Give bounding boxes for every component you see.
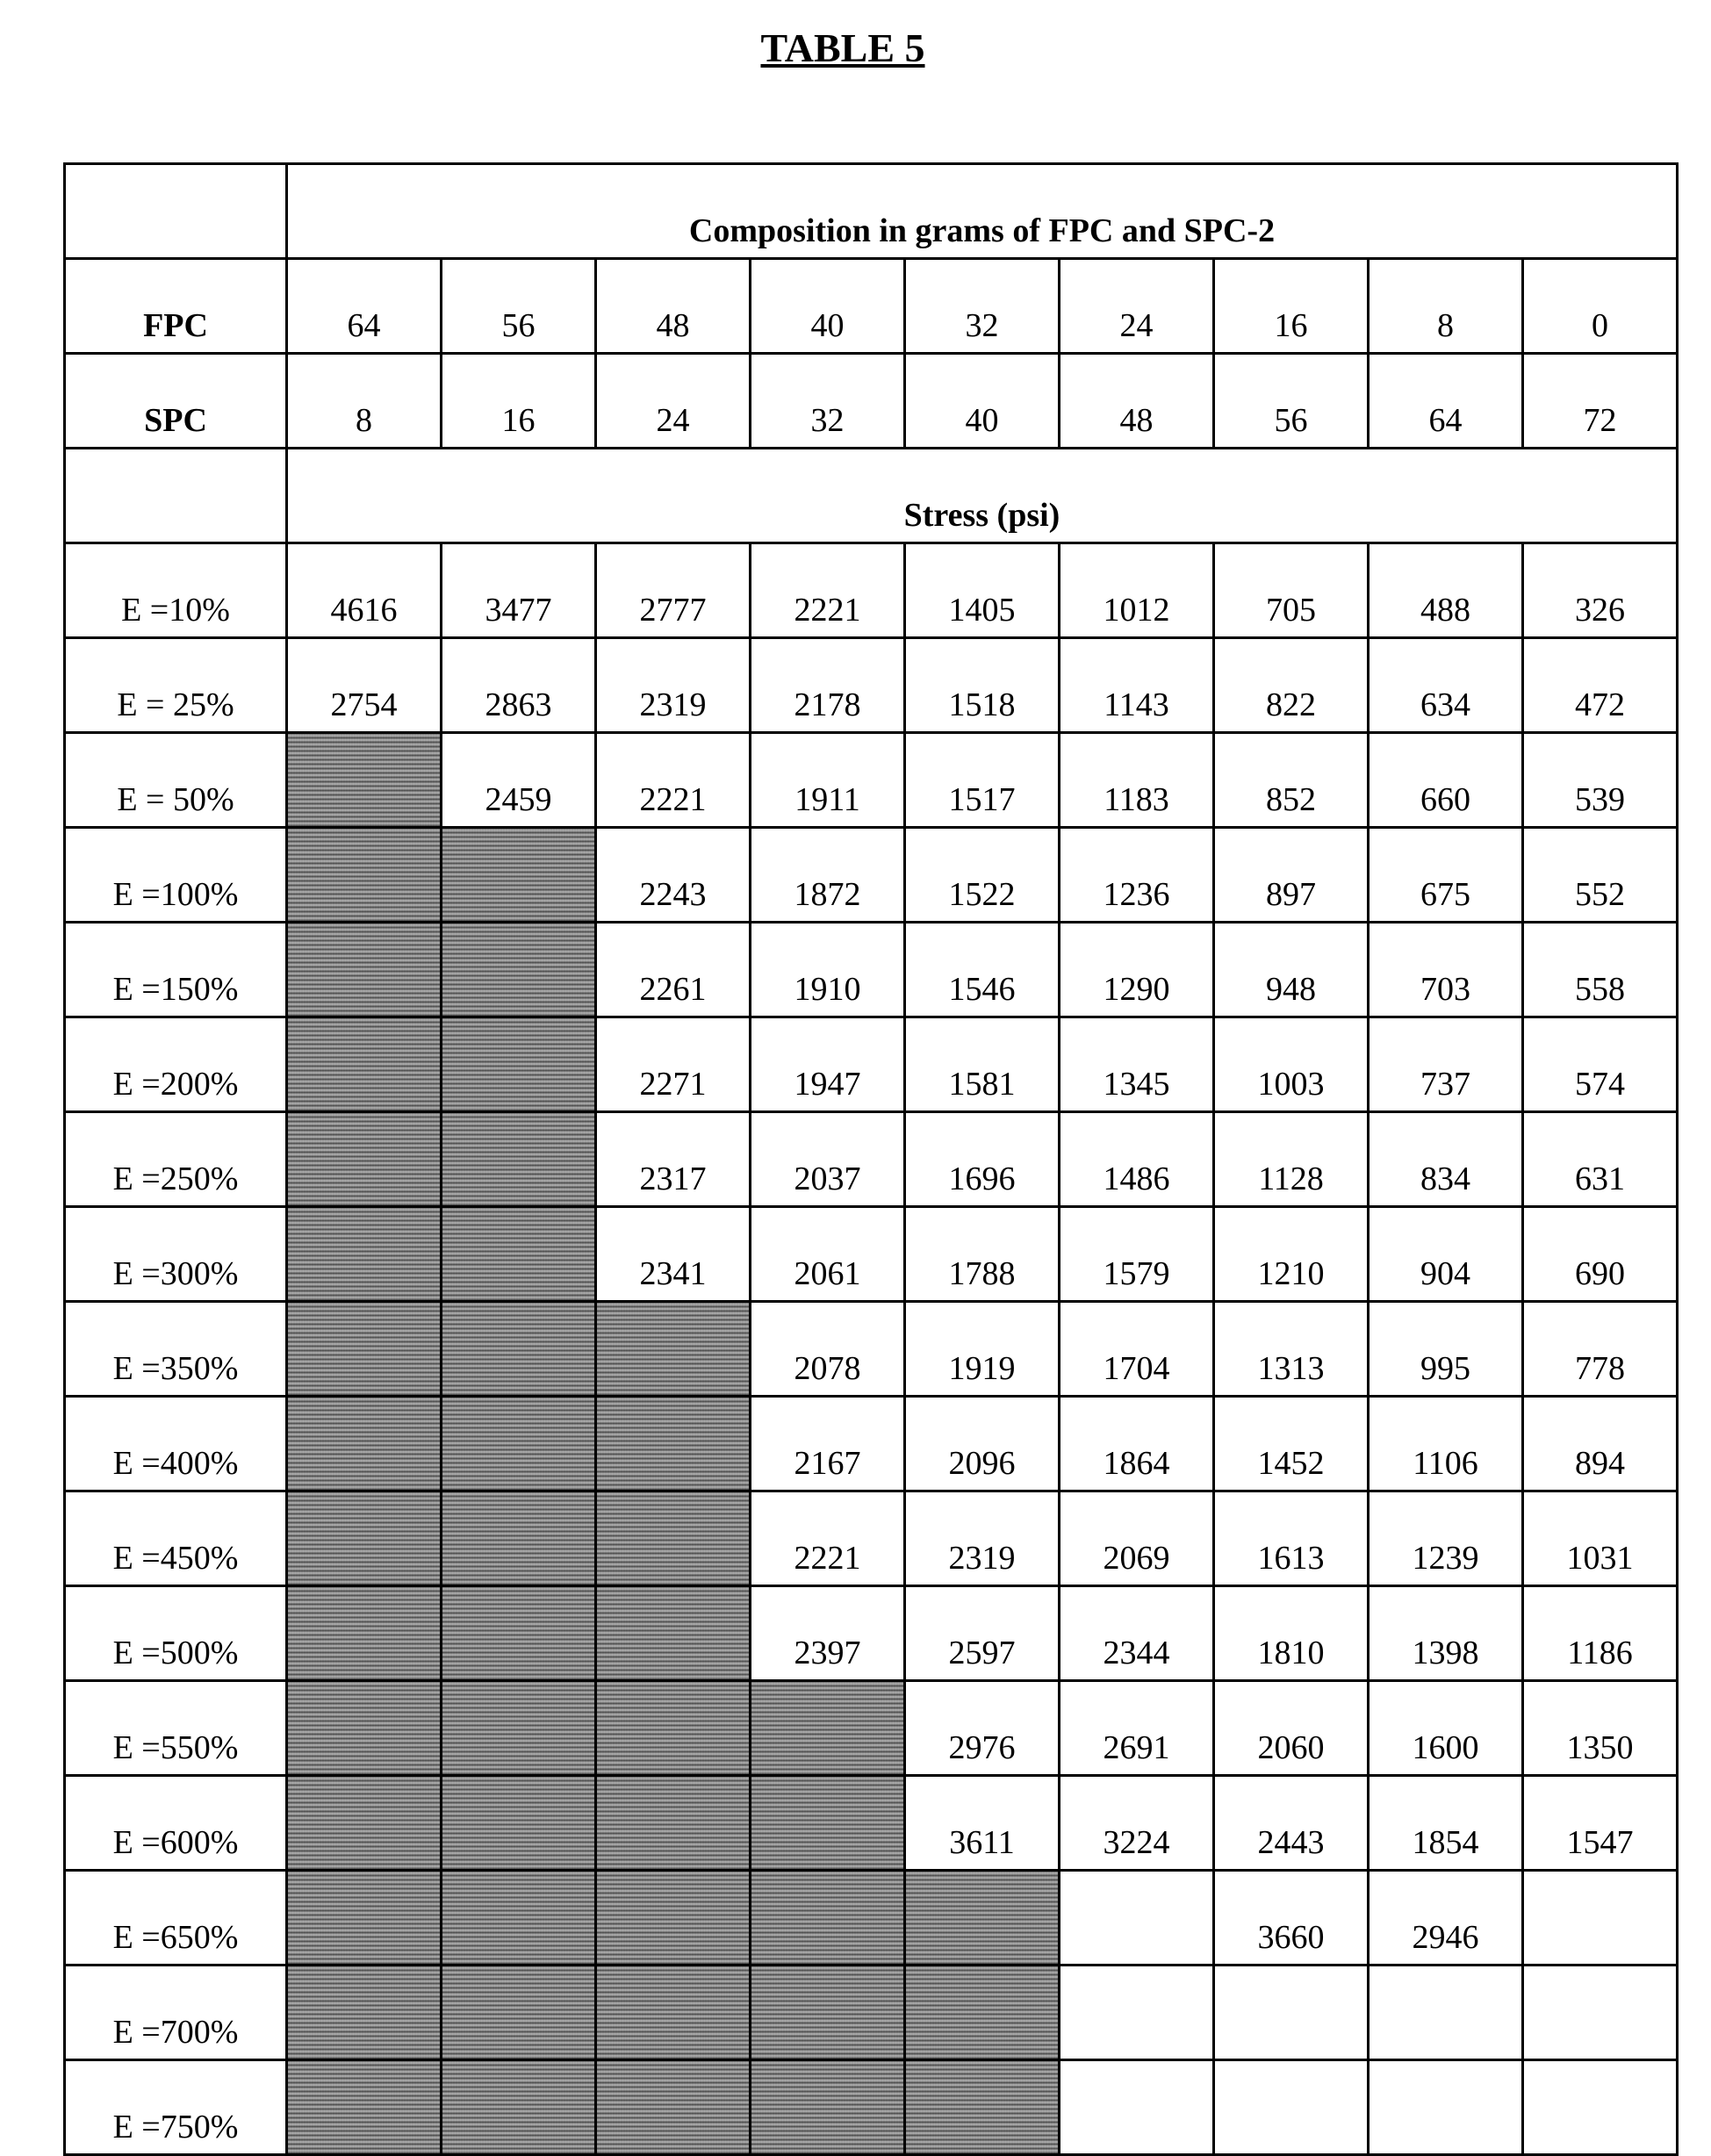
- shaded-cell: [442, 1871, 596, 1966]
- stress-value-cell: 1704: [1060, 1302, 1214, 1397]
- shaded-cell: [287, 1017, 442, 1112]
- stress-value-cell: 4616: [287, 543, 442, 638]
- stress-value-cell: [1060, 1871, 1214, 1966]
- stress-value-cell: 894: [1523, 1397, 1678, 1491]
- shaded-cell: [905, 2060, 1060, 2155]
- stress-value-cell: [1369, 1966, 1523, 2060]
- table-row: [65, 1112, 1678, 1207]
- table-row: [65, 733, 1678, 828]
- shaded-cell: [442, 1207, 596, 1302]
- stress-value-cell: 2344: [1060, 1586, 1214, 1681]
- elongation-label: E =200%: [65, 1017, 287, 1112]
- stress-value-cell: 1236: [1060, 828, 1214, 923]
- table-row: [65, 1871, 1678, 1966]
- elongation-label: E =100%: [65, 828, 287, 923]
- shaded-cell: [287, 1681, 442, 1776]
- stress-value-cell: 1810: [1214, 1586, 1369, 1681]
- stress-value-cell: 2317: [596, 1112, 751, 1207]
- table-row: [65, 543, 1678, 638]
- shaded-cell: [287, 2060, 442, 2155]
- shaded-cell: [442, 1681, 596, 1776]
- stress-value-cell: 1547: [1523, 1776, 1678, 1871]
- stress-value-cell: 703: [1369, 923, 1523, 1017]
- stress-value-cell: 3611: [905, 1776, 1060, 1871]
- stress-value-cell: 1106: [1369, 1397, 1523, 1491]
- stress-value-cell: 1600: [1369, 1681, 1523, 1776]
- stress-value-cell: 2271: [596, 1017, 751, 1112]
- shaded-cell: [287, 1207, 442, 1302]
- spc-value-cell: 32: [751, 354, 905, 449]
- table-row: [65, 1397, 1678, 1491]
- elongation-label: E =750%: [65, 2060, 287, 2155]
- spc-row: [65, 354, 1678, 449]
- fpc-value-cell: 24: [1060, 259, 1214, 354]
- shaded-cell: [751, 1966, 905, 2060]
- spc-value-cell: 8: [287, 354, 442, 449]
- stress-value-cell: 3477: [442, 543, 596, 638]
- shaded-cell: [596, 2060, 751, 2155]
- shaded-cell: [596, 1871, 751, 1966]
- fpc-value-cell: 56: [442, 259, 596, 354]
- stress-value-cell: [1523, 1871, 1678, 1966]
- stress-value-cell: 904: [1369, 1207, 1523, 1302]
- stress-value-cell: 2754: [287, 638, 442, 733]
- fpc-label: FPC: [65, 259, 287, 354]
- table-row: [65, 828, 1678, 923]
- elongation-label: E =350%: [65, 1302, 287, 1397]
- stress-value-cell: 2096: [905, 1397, 1060, 1491]
- stress-value-cell: 2178: [751, 638, 905, 733]
- stress-value-cell: 1911: [751, 733, 905, 828]
- shaded-cell: [596, 1776, 751, 1871]
- stress-value-cell: 552: [1523, 828, 1678, 923]
- shaded-cell: [596, 1491, 751, 1586]
- stress-value-cell: 1947: [751, 1017, 905, 1112]
- stress-value-cell: 675: [1369, 828, 1523, 923]
- stress-value-cell: 2341: [596, 1207, 751, 1302]
- elongation-label: E = 50%: [65, 733, 287, 828]
- stress-value-cell: 1143: [1060, 638, 1214, 733]
- shaded-cell: [596, 1397, 751, 1491]
- shaded-cell: [442, 2060, 596, 2155]
- stress-header-row: [65, 449, 1678, 543]
- shaded-cell: [442, 923, 596, 1017]
- shaded-cell: [905, 1871, 1060, 1966]
- spc-value-cell: 56: [1214, 354, 1369, 449]
- elongation-label: E =450%: [65, 1491, 287, 1586]
- stress-value-cell: 3660: [1214, 1871, 1369, 1966]
- elongation-label: E =300%: [65, 1207, 287, 1302]
- shaded-cell: [442, 1397, 596, 1491]
- shaded-cell: [442, 1112, 596, 1207]
- shaded-cell: [287, 1966, 442, 2060]
- stress-value-cell: 539: [1523, 733, 1678, 828]
- shaded-cell: [287, 1491, 442, 1586]
- stress-value-cell: 822: [1214, 638, 1369, 733]
- composition-header: Composition in grams of FPC and SPC-2: [287, 164, 1678, 259]
- stress-value-cell: 2946: [1369, 1871, 1523, 1966]
- stress-value-cell: 1910: [751, 923, 905, 1017]
- shaded-cell: [287, 828, 442, 923]
- fpc-value-cell: 64: [287, 259, 442, 354]
- stress-value-cell: 834: [1369, 1112, 1523, 1207]
- fpc-value-cell: 40: [751, 259, 905, 354]
- shaded-cell: [287, 1586, 442, 1681]
- table-row: [65, 1302, 1678, 1397]
- stress-value-cell: 948: [1214, 923, 1369, 1017]
- stress-value-cell: 1522: [905, 828, 1060, 923]
- elongation-label: E =400%: [65, 1397, 287, 1491]
- spc-value-cell: 64: [1369, 354, 1523, 449]
- elongation-label: E =700%: [65, 1966, 287, 2060]
- stress-value-cell: [1214, 1966, 1369, 2060]
- stress-value-cell: 1183: [1060, 733, 1214, 828]
- stress-value-cell: 3224: [1060, 1776, 1214, 1871]
- stress-value-cell: 1128: [1214, 1112, 1369, 1207]
- stress-value-cell: 778: [1523, 1302, 1678, 1397]
- stress-value-cell: 631: [1523, 1112, 1678, 1207]
- stress-value-cell: 2691: [1060, 1681, 1214, 1776]
- elongation-label: E =250%: [65, 1112, 287, 1207]
- spc-value-cell: 24: [596, 354, 751, 449]
- stress-value-cell: 1210: [1214, 1207, 1369, 1302]
- stress-value-cell: 852: [1214, 733, 1369, 828]
- fpc-value-cell: 8: [1369, 259, 1523, 354]
- stress-value-cell: 1290: [1060, 923, 1214, 1017]
- shaded-cell: [751, 1681, 905, 1776]
- elongation-label: E =600%: [65, 1776, 287, 1871]
- stress-value-cell: 2261: [596, 923, 751, 1017]
- shaded-cell: [751, 1776, 905, 1871]
- stress-value-cell: 2221: [751, 543, 905, 638]
- stress-value-cell: 2060: [1214, 1681, 1369, 1776]
- shaded-cell: [287, 1302, 442, 1397]
- shaded-cell: [442, 828, 596, 923]
- stress-value-cell: [1060, 2060, 1214, 2155]
- fpc-value-cell: 48: [596, 259, 751, 354]
- table-row: [65, 1491, 1678, 1586]
- elongation-label: E =150%: [65, 923, 287, 1017]
- table-row: [65, 2060, 1678, 2155]
- stress-value-cell: 1546: [905, 923, 1060, 1017]
- table-row: [65, 1776, 1678, 1871]
- stress-value-cell: 2167: [751, 1397, 905, 1491]
- spc-label: SPC: [65, 354, 287, 449]
- elongation-label: E =650%: [65, 1871, 287, 1966]
- stress-value-cell: 2069: [1060, 1491, 1214, 1586]
- stress-value-cell: 2243: [596, 828, 751, 923]
- shaded-cell: [287, 1776, 442, 1871]
- stress-value-cell: [1060, 1966, 1214, 2060]
- shaded-cell: [596, 1681, 751, 1776]
- stress-value-cell: 1872: [751, 828, 905, 923]
- stress-value-cell: 737: [1369, 1017, 1523, 1112]
- stress-value-cell: 1696: [905, 1112, 1060, 1207]
- stress-value-cell: [1369, 2060, 1523, 2155]
- stress-value-cell: 1579: [1060, 1207, 1214, 1302]
- shaded-cell: [287, 1397, 442, 1491]
- shaded-cell: [287, 923, 442, 1017]
- stress-value-cell: 488: [1369, 543, 1523, 638]
- stress-value-cell: 2037: [751, 1112, 905, 1207]
- fpc-value-cell: 0: [1523, 259, 1678, 354]
- stress-value-cell: 2061: [751, 1207, 905, 1302]
- stress-value-cell: [1214, 2060, 1369, 2155]
- empty-corner-cell: [65, 164, 287, 259]
- spc-value-cell: 40: [905, 354, 1060, 449]
- elongation-label: E = 25%: [65, 638, 287, 733]
- stress-value-cell: 690: [1523, 1207, 1678, 1302]
- shaded-cell: [905, 1966, 1060, 2060]
- stress-value-cell: 2221: [596, 733, 751, 828]
- stress-value-cell: 1919: [905, 1302, 1060, 1397]
- table-row: [65, 1586, 1678, 1681]
- stress-header: Stress (psi): [287, 449, 1678, 543]
- composition-header-row: [65, 164, 1678, 259]
- stress-value-cell: 1398: [1369, 1586, 1523, 1681]
- table-row: [65, 1966, 1678, 2060]
- stress-value-cell: 1345: [1060, 1017, 1214, 1112]
- stress-value-cell: 897: [1214, 828, 1369, 923]
- stress-value-cell: 1003: [1214, 1017, 1369, 1112]
- shaded-cell: [287, 733, 442, 828]
- stress-value-cell: 2597: [905, 1586, 1060, 1681]
- shaded-cell: [751, 2060, 905, 2155]
- spc-value-cell: 16: [442, 354, 596, 449]
- shaded-cell: [442, 1302, 596, 1397]
- stress-value-cell: 2777: [596, 543, 751, 638]
- stress-value-cell: 2863: [442, 638, 596, 733]
- stress-value-cell: 634: [1369, 638, 1523, 733]
- fpc-value-cell: 16: [1214, 259, 1369, 354]
- shaded-cell: [442, 1491, 596, 1586]
- table-row: [65, 923, 1678, 1017]
- stress-table: [63, 162, 1679, 2156]
- stress-value-cell: 1788: [905, 1207, 1060, 1302]
- stress-value-cell: [1523, 1966, 1678, 2060]
- stress-value-cell: 2221: [751, 1491, 905, 1586]
- stress-value-cell: 1486: [1060, 1112, 1214, 1207]
- stress-value-cell: 995: [1369, 1302, 1523, 1397]
- stress-value-cell: 1239: [1369, 1491, 1523, 1586]
- table-row: [65, 1017, 1678, 1112]
- stress-value-cell: 1864: [1060, 1397, 1214, 1491]
- stress-value-cell: 2397: [751, 1586, 905, 1681]
- stress-value-cell: 574: [1523, 1017, 1678, 1112]
- table-title: TABLE 5: [0, 25, 1686, 71]
- stress-value-cell: 326: [1523, 543, 1678, 638]
- table-row: [65, 1207, 1678, 1302]
- stress-value-cell: 1517: [905, 733, 1060, 828]
- shaded-cell: [442, 1586, 596, 1681]
- stress-value-cell: 2078: [751, 1302, 905, 1397]
- stress-value-cell: 660: [1369, 733, 1523, 828]
- stress-value-cell: 1613: [1214, 1491, 1369, 1586]
- stress-value-cell: [1523, 2060, 1678, 2155]
- shaded-cell: [287, 1871, 442, 1966]
- stress-value-cell: 2443: [1214, 1776, 1369, 1871]
- stress-value-cell: 1452: [1214, 1397, 1369, 1491]
- shaded-cell: [596, 1586, 751, 1681]
- fpc-value-cell: 32: [905, 259, 1060, 354]
- spc-value-cell: 48: [1060, 354, 1214, 449]
- stress-value-cell: 558: [1523, 923, 1678, 1017]
- shaded-cell: [442, 1776, 596, 1871]
- spc-value-cell: 72: [1523, 354, 1678, 449]
- table-row: [65, 1681, 1678, 1776]
- stress-value-cell: 1186: [1523, 1586, 1678, 1681]
- empty-label-cell: [65, 449, 287, 543]
- elongation-label: E =500%: [65, 1586, 287, 1681]
- stress-value-cell: 1854: [1369, 1776, 1523, 1871]
- shaded-cell: [751, 1871, 905, 1966]
- stress-value-cell: 2459: [442, 733, 596, 828]
- stress-value-cell: 1405: [905, 543, 1060, 638]
- shaded-cell: [596, 1302, 751, 1397]
- fpc-row: [65, 259, 1678, 354]
- elongation-label: E =550%: [65, 1681, 287, 1776]
- shaded-cell: [596, 1966, 751, 2060]
- stress-value-cell: 472: [1523, 638, 1678, 733]
- shaded-cell: [287, 1112, 442, 1207]
- table-row: [65, 638, 1678, 733]
- stress-value-cell: 1350: [1523, 1681, 1678, 1776]
- stress-value-cell: 1031: [1523, 1491, 1678, 1586]
- stress-value-cell: 2319: [905, 1491, 1060, 1586]
- stress-value-cell: 705: [1214, 543, 1369, 638]
- stress-value-cell: 1518: [905, 638, 1060, 733]
- stress-value-cell: 2976: [905, 1681, 1060, 1776]
- stress-value-cell: 1313: [1214, 1302, 1369, 1397]
- shaded-cell: [442, 1966, 596, 2060]
- stress-value-cell: 1012: [1060, 543, 1214, 638]
- elongation-label: E =10%: [65, 543, 287, 638]
- shaded-cell: [442, 1017, 596, 1112]
- stress-value-cell: 2319: [596, 638, 751, 733]
- stress-value-cell: 1581: [905, 1017, 1060, 1112]
